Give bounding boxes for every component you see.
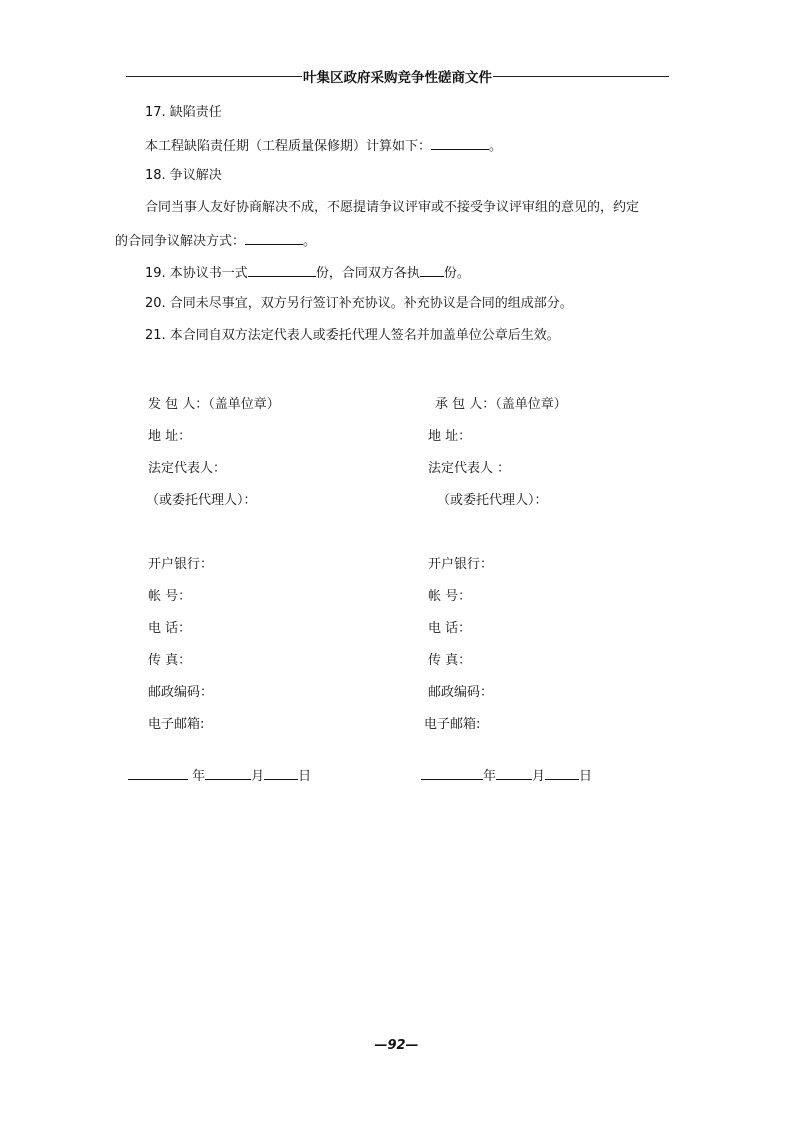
copies-each-blank[interactable] xyxy=(420,263,444,277)
party-a-phone: 电 话： xyxy=(148,621,192,636)
party-a-day-label: 日 xyxy=(298,769,312,784)
party-b-year-blank[interactable] xyxy=(421,766,483,780)
party-a-fax: 传 真： xyxy=(148,653,192,668)
party-a-postcode: 邮政编码： xyxy=(148,685,214,700)
clause-18-text-2-end: 。 xyxy=(303,234,317,249)
header-rule-left xyxy=(126,76,302,77)
party-a-month-label: 月 xyxy=(251,769,265,784)
party-b-agent: （或委托代理人）： xyxy=(437,493,548,508)
party-a-day-blank[interactable] xyxy=(264,766,298,780)
clause-19-mid: 份，合同双方各执 xyxy=(315,266,420,281)
page-header xyxy=(126,66,669,86)
party-a-email: 电子邮箱: xyxy=(148,717,205,732)
party-b-fax: 传 真： xyxy=(428,653,472,668)
party-b-phone: 电 话： xyxy=(428,621,472,636)
clause-20: 20. 合同未尽事宜，双方另行签订补充协议。补充协议是合同的组成部分。 xyxy=(145,296,573,311)
party-b-postcode: 邮政编码： xyxy=(428,685,494,700)
dispute-method-blank[interactable] xyxy=(245,231,303,245)
clause-17-title: 17. 缺陷责任 xyxy=(145,105,222,120)
clause-19-end: 份。 xyxy=(443,266,470,281)
party-b-bank: 开户银行： xyxy=(428,557,494,572)
header-rule-right xyxy=(493,76,669,77)
party-a-legal-rep: 法定代表人： xyxy=(148,461,227,476)
party-a-year-blank[interactable] xyxy=(128,766,188,780)
party-a-agent: （或委托代理人）： xyxy=(146,493,257,508)
party-b-day-label: 日 xyxy=(579,769,593,784)
clause-18-text-2 xyxy=(115,231,316,251)
clause-19 xyxy=(145,263,470,283)
clause-18-text-2-lead: 的合同争议解决方式： xyxy=(115,234,246,249)
party-a-year-label: 年 xyxy=(192,769,206,784)
party-a-date xyxy=(128,766,311,786)
clause-17-text-lead: 本工程缺陷责任期（工程质量保修期）计算如下： xyxy=(145,139,432,154)
party-a-month-blank[interactable] xyxy=(205,766,251,780)
party-a-bank: 开户银行： xyxy=(148,557,214,572)
party-b-legal-rep: 法定代表人 ： xyxy=(428,461,511,476)
party-b-month-blank[interactable] xyxy=(496,766,532,780)
clause-17-text-end: 。 xyxy=(489,139,503,154)
party-b-account: 帐 号： xyxy=(428,589,472,604)
party-b-date xyxy=(421,766,592,786)
warranty-period-blank[interactable] xyxy=(431,136,489,150)
clause-18-text-1: 合同当事人友好协商解决不成，不愿提请争议评审或不接受争议评审组的意见的，约定 xyxy=(145,200,640,215)
header-title: 叶集区政府采购竞争性磋商文件 xyxy=(303,70,492,86)
clause-21: 21. 本合同自双方法定代表人或委托代理人签名并加盖单位公章后生效。 xyxy=(145,328,560,343)
clause-18-title: 18. 争议解决 xyxy=(145,168,222,183)
page-number: —92— xyxy=(374,1038,419,1053)
party-a-account: 帐 号： xyxy=(148,589,192,604)
clause-17-text xyxy=(145,136,502,156)
copies-total-blank[interactable] xyxy=(248,263,316,277)
party-b-day-blank[interactable] xyxy=(545,766,579,780)
party-b-year-label: 年 xyxy=(483,769,497,784)
party-b-address: 地 址： xyxy=(428,429,472,444)
party-a-address: 地 址： xyxy=(148,429,192,444)
party-a-issuer: 发 包 人：（盖单位章） xyxy=(148,397,280,412)
clause-19-lead: 19. 本协议书一式 xyxy=(145,266,248,281)
party-b-month-label: 月 xyxy=(532,769,546,784)
party-b-email: 电子邮箱: xyxy=(424,717,481,732)
party-b-contractor: 承 包 人：（盖单位章） xyxy=(435,397,567,412)
